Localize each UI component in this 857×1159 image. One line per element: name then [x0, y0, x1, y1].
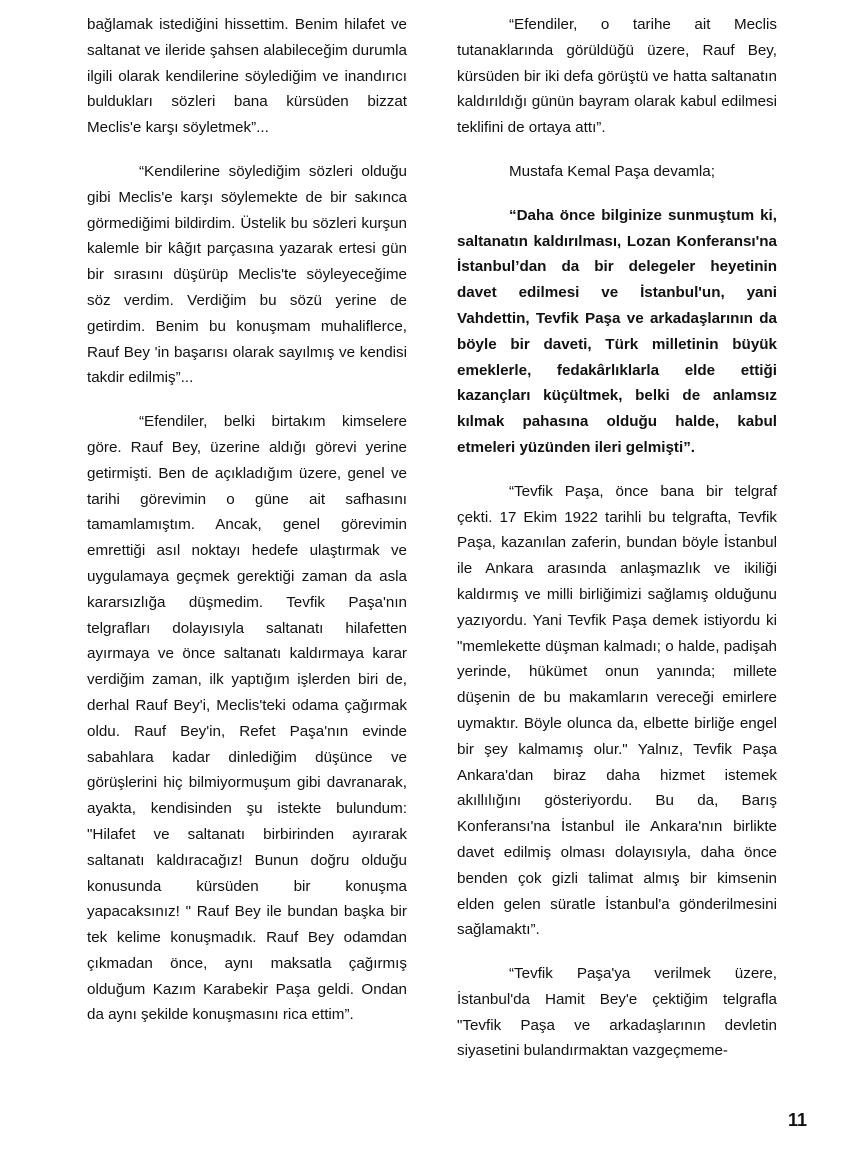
bold-quote-paragraph: “Daha önce bilginize sunmuştum ki, saltanatın kaldırılması, Lozan Konferansı'na İstanbul’dan da bir delegeler heyetinin davet edilmesi ve İstanbul'un, yani Vahdettin, Tevfik Paşa ve arkadaşlarının da böyle bir daveti, Türk milletinin büyük emeklerle, fedakârlıklarla elde ettiği kazançları küçültmek, belki de anlamsız kılmak pahasına olduğu halde, kabul etmeleri yüzünden ileri gelmişti”.: [457, 206, 777, 456]
paragraph: “Tevfik Paşa'ya verilmek üzere, İstanbul'da Hamit Bey'e çektiğim telgrafla "Tevfik Paşa ve arkadaşlarının devletin siyasetini bulandırmaktan vazgeçmeme-: [457, 965, 777, 1060]
paragraph: bağlamak istediğini hissettim. Benim hilafet ve saltanat ve ileride şahsen alabileceğim durumla ilgili olarak kendilerine söylediğim ve inandırıcı buldukları sözleri bana kürsüden bizzat Meclis'e karşı söyletmek”...: [87, 16, 407, 137]
paragraph: “Tevfik Paşa, önce bana bir telgraf çekti. 17 Ekim 1922 tarihli bu telgrafta, Tevfik Paşa, kazanılan zaferin, bundan böyle İstanbul ile Ankara arasında anlaşmazlık ve ikiliği kaldırmış ve milli birliğimizi sağlamış olduğunu yazıyordu. Yani Tevfik Paşa demek istiyordu ki "memlekette düşman kalmadı; o halde, padişah yerinde, hükümet onun yanında; millete düşenin de bu makamların vereceği emirlere uymaktır. Böyle olunca da, elbette birliğe engel bir şey kalmamış olur." Yalnız, Tevfik Paşa Ankara'dan biraz daha hizmet istemek akıllılığını gösteriyordu. Bu da, Barış Konferansı'na İstanbul ile Ankara'nın birlikte davet edilmiş olması dolayısıyla, daha önce benden çok gizli talimat almış bir kimsenin elden gelen süratle İstanbul'a gönderilmesini sağlamaktı”.: [457, 482, 777, 939]
paragraph: “Kendilerine söylediğim sözleri olduğu gibi Meclis'e karşı söylemekte de bir sakınca görmediğimi bildirdim. Üstelik bu sözleri kurşun kalemle bir kâğıt parçasına yazarak ertesi gün bir sırasını düşürüp Meclis'te söyleyeceğime söz verdim. Verdiğim bu sözü yerine de getirdim. Benim bu konuşmam muhaliflerce, Rauf Bey 'in başarısı olarak sayılmış ve kendisi takdir edilmiş”...: [87, 162, 407, 387]
page-number: 11: [788, 1110, 808, 1130]
left-column: [87, 12, 407, 1046]
paragraph: Mustafa Kemal Paşa devamla;: [509, 162, 715, 180]
paragraph: “Efendiler, belki birtakım kimselere göre. Rauf Bey, üzerine aldığı görevi yerine getirmişti. Ben de açıkladığım üzere, genel ve tarihi görevimin o güne ait safhasını tamamlamıştım. Ancak, genel görevimin emrettiği asıl noktayı hedefe ulaştırmak ve uygulamaya geçmek gerektiği zaman da asla kararsızlığa düşmedim. Tevfik Paşa'nın telgrafları dolayısıyla saltanatı hilafetten ayırmaya ve önce saltanatı kaldırmaya karar verdiğim zaman, ilk yaptığım işlerden biri de, derhal Rauf Bey'i, Meclis'teki odama çağırmak oldu. Rauf Bey'in, Refet Paşa'nın evinde sabahlara kadar dinlediğim düşünce ve görüşlerini hiç bilmiyormuşum gibi davranarak, ayakta, kendisinden şu istekte bulundum: "Hilafet ve saltanatı birbirinden ayırarak saltanatı kaldıracağız! Bunun doğru olduğu konusunda kürsüden bir konuşma yapacaksınız! " Rauf Bey ile bundan başka bir tek kelime konuşmadık. Rauf Bey odamdan çıkmadan önce, aynı maksatla çağırmış olduğum Kazım Karabekir Paşa geldi. Ondan da aynı şekilde konuşmasını rica ettim”.: [87, 413, 407, 1024]
right-column: [457, 12, 777, 1082]
paragraph: “Efendiler, o tarihe ait Meclis tutanaklarında görüldüğü üzere, Rauf Bey, kürsüden bir iki defa görüştü ve hatta saltanatın kaldırıldığı günün bayram olarak kabul edilmesi teklifini de ortaya attı”.: [457, 16, 777, 137]
